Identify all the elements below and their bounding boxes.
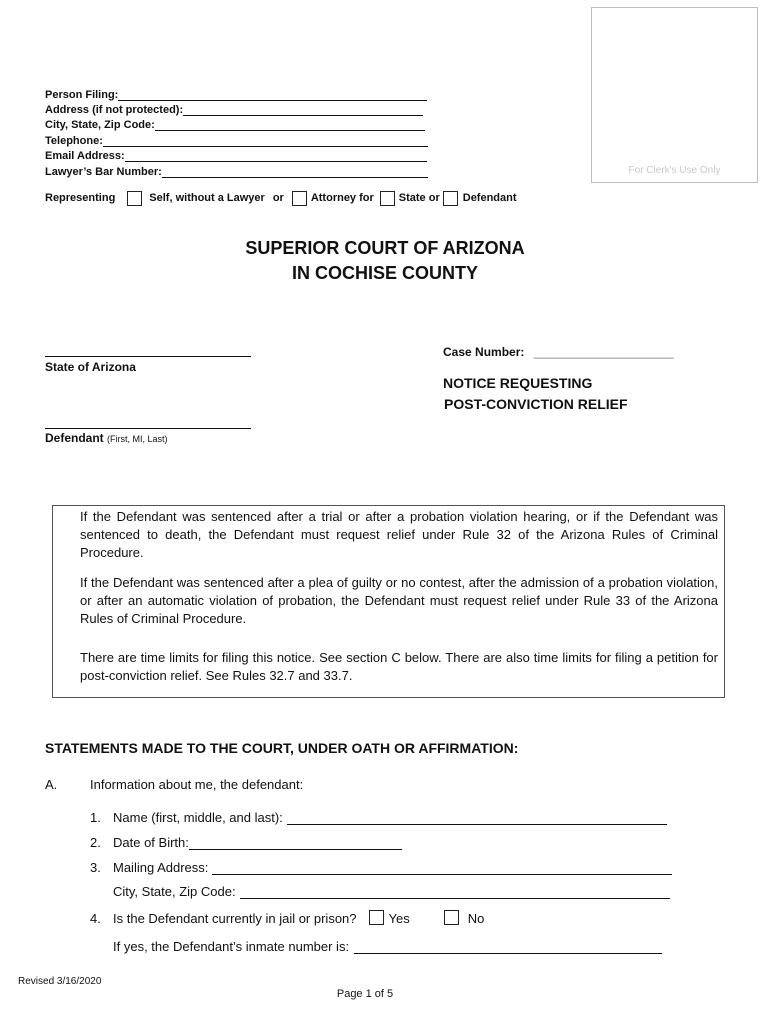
page-number: Page 1 of 5	[336, 988, 394, 1000]
email-label: Email Address:	[45, 150, 125, 162]
or-label: or	[272, 192, 284, 204]
info-paragraph-1: If the Defendant was sentenced after a trial or after a probation violation hearing, or if the Defendant was sentenced to death, the Defendant must request relief under Rule 32 of the Arizona Rules of Criminal Procedure.	[80, 509, 718, 560]
no-checkbox[interactable]	[444, 910, 459, 925]
yes-label: Yes	[388, 911, 410, 926]
city-state-zip-row	[45, 116, 425, 131]
person-filing-field[interactable]	[118, 89, 427, 101]
mailing-address-label: Mailing Address:	[113, 860, 209, 875]
case-number-field[interactable]: _____________________	[533, 345, 674, 359]
address-field[interactable]	[183, 104, 423, 116]
person-filing-label: Person Filing:	[45, 89, 119, 101]
person-filing-row	[45, 86, 427, 101]
plaintiff-label: State of Arizona	[45, 360, 136, 374]
plaintiff-line[interactable]	[45, 356, 251, 357]
item-number: 4.	[90, 911, 101, 926]
city-state-zip-label: City, State, Zip Code:	[45, 119, 155, 131]
clerk-use-box	[591, 7, 758, 183]
representing-label: Representing	[45, 192, 116, 204]
no-label: No	[467, 911, 485, 926]
dob-label: Date of Birth:	[113, 835, 189, 850]
info-paragraph-3: There are time limits for filing this notice. See section C below. There are also time limits for filing a petition for post-conviction relief. See Rules 32.7 and 33.7.	[80, 650, 718, 683]
doc-title-line-1: NOTICE REQUESTING	[443, 375, 593, 391]
telephone-label: Telephone:	[45, 135, 103, 147]
statements-heading: STATEMENTS MADE TO THE COURT, UNDER OATH OR AFFIRMATION:	[45, 740, 519, 756]
court-title-line-2: IN COCHISE COUNTY	[291, 263, 478, 283]
case-number-label: Case Number:	[443, 345, 525, 359]
bar-number-row	[45, 163, 428, 178]
revised-date: Revised 3/16/2020	[18, 976, 102, 987]
defendant-city-field[interactable]	[240, 884, 670, 899]
section-a-letter: A.	[45, 777, 58, 792]
self-label: Self, without a Lawyer	[149, 192, 265, 204]
yes-checkbox[interactable]	[369, 910, 384, 925]
representing-row	[45, 188, 517, 208]
item-number: 3.	[90, 860, 101, 875]
section-a-title: Information about me, the defendant:	[90, 777, 304, 792]
defendant-label: Defendant	[462, 192, 517, 204]
self-checkbox[interactable]	[127, 191, 142, 206]
defendant-caption-hint: (First, MI, Last)	[107, 434, 168, 444]
inmate-number-label: If yes, the Defendant’s inmate number is:	[113, 939, 350, 954]
defendant-checkbox[interactable]	[443, 191, 458, 206]
name-row	[90, 807, 667, 825]
defendant-city-label: City, State, Zip Code:	[113, 884, 236, 899]
state-or-label: State or	[398, 192, 440, 204]
mailing-address-row	[90, 857, 672, 875]
state-checkbox[interactable]	[380, 191, 395, 206]
inmate-number-row	[90, 936, 662, 954]
defendant-caption-label: Defendant	[45, 431, 104, 445]
attorney-for-label: Attorney for	[310, 192, 374, 204]
address-row	[45, 101, 423, 116]
defendant-name-line[interactable]	[45, 428, 251, 429]
mailing-address-field[interactable]	[212, 860, 672, 875]
city-state-zip-field[interactable]	[155, 119, 425, 131]
email-row	[45, 147, 427, 162]
item-number: 1.	[90, 810, 101, 825]
defendant-city-row	[90, 881, 670, 899]
bar-number-label: Lawyer’s Bar Number:	[45, 166, 162, 178]
dob-row	[90, 832, 402, 850]
attorney-checkbox[interactable]	[292, 191, 307, 206]
in-custody-label: Is the Defendant currently in jail or prison?	[113, 911, 357, 926]
telephone-row	[45, 132, 428, 147]
info-paragraph-2: If the Defendant was sentenced after a plea of guilty or no contest, after the admission of a probation violation, or after an automatic violation of probation, the Defendant must request relief under Rule 33 of the Arizona Rules of Criminal Procedure.	[80, 575, 718, 626]
name-label: Name (first, middle, and last):	[113, 810, 283, 825]
dob-field[interactable]	[189, 835, 402, 850]
telephone-field[interactable]	[103, 135, 428, 147]
bar-number-field[interactable]	[162, 166, 428, 178]
case-number-row	[443, 345, 674, 359]
clerk-use-label: For Clerk's Use Only	[628, 165, 721, 176]
defendant-name-caption	[45, 431, 168, 445]
in-custody-row	[90, 908, 484, 926]
address-label: Address (if not protected):	[45, 104, 184, 116]
name-field[interactable]	[287, 810, 667, 825]
court-title-line-1: SUPERIOR COURT OF ARIZONA	[245, 238, 525, 258]
inmate-number-field[interactable]	[354, 939, 662, 954]
item-number: 2.	[90, 835, 101, 850]
email-field[interactable]	[125, 150, 427, 162]
doc-title-line-2: POST-CONVICTION RELIEF	[444, 396, 628, 412]
